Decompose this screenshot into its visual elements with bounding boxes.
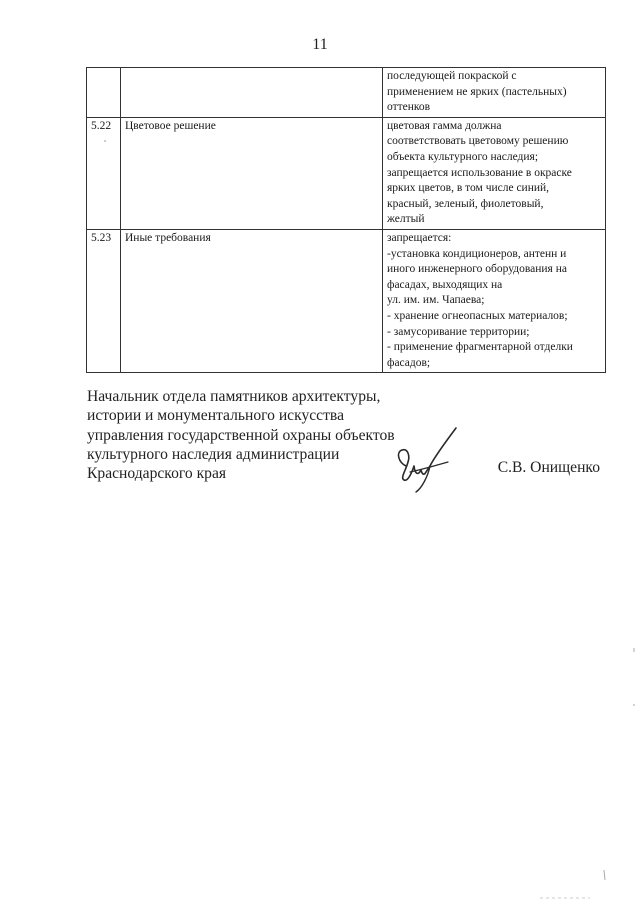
text-line: -установка кондиционеров, антенн и	[387, 247, 567, 260]
page-number: 11	[312, 36, 328, 53]
text-line: ул. им. им. Чапаева;	[387, 294, 485, 307]
row-number-cell: 5.22	[87, 117, 121, 229]
signer-position	[87, 387, 395, 483]
signer-position-line: управления государственной охраны объектов	[87, 426, 395, 444]
row-name-cell: Цветовое решение	[121, 117, 383, 229]
text-line: - применение фрагментарной отделки	[387, 341, 573, 354]
row-name-cell	[121, 68, 383, 118]
text-line: соответствовать цветовому решению	[387, 135, 569, 148]
text-line: оттенков	[387, 101, 431, 114]
text-line: желтый	[387, 213, 425, 226]
row-name-cell: Иные требования	[121, 229, 383, 372]
text-line: последующей покраской с	[387, 70, 517, 82]
text-line: красный, зеленый, фиолетовый,	[387, 197, 544, 210]
text-line: иного инженерного оборудования на	[387, 263, 567, 276]
signer-position-line: Краснодарского края	[87, 465, 227, 483]
table-row	[87, 68, 606, 118]
row-text-cell	[383, 229, 606, 372]
text-line: фасадах, выходящих на	[387, 278, 503, 291]
signer-position-line: культурного наследия администрации	[87, 445, 340, 463]
table-row	[87, 229, 606, 372]
signer-name: С.В. Онищенко	[497, 459, 600, 476]
row-text-cell	[383, 117, 606, 229]
handwritten-signature	[390, 422, 470, 494]
row-text-cell	[383, 68, 606, 118]
text-line: - хранение огнеопасных материалов;	[387, 309, 568, 322]
text-line: объекта культурного наследия;	[387, 150, 539, 163]
row-number-cell: 5.23	[87, 229, 121, 372]
text-line: - замусоривание территории;	[387, 325, 530, 338]
signer-position-line: истории и монументального искусства	[87, 407, 344, 425]
text-line: запрещается:	[387, 231, 452, 244]
text-line: запрещается использование в окраске	[387, 166, 572, 179]
text-line: применением не ярких (пастельных)	[387, 85, 567, 98]
table-row	[87, 117, 606, 229]
text-line: цветовая гамма должна	[387, 119, 502, 132]
text-line: фасадов;	[387, 356, 431, 369]
text-line: ярких цветов, в том числе синий,	[387, 182, 550, 195]
row-number-cell	[87, 68, 121, 118]
requirements-table	[86, 67, 606, 373]
signer-position-line: Начальник отдела памятников архитектуры,	[87, 388, 381, 405]
